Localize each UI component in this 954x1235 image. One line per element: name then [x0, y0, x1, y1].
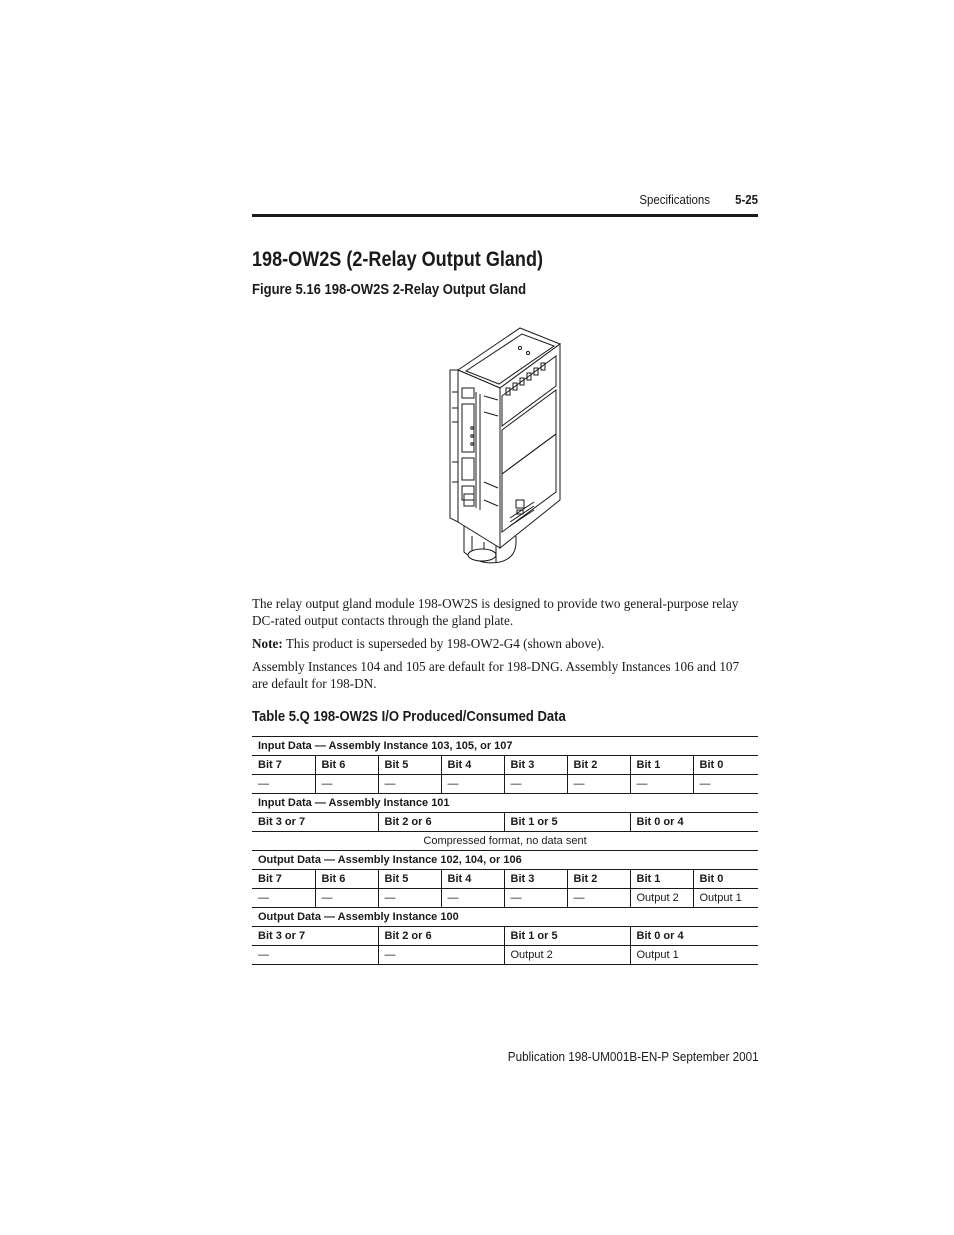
- running-header-section: Specifications: [639, 192, 710, 207]
- note-text: This product is superseded by 198-OW2-G4 (shown above).: [282, 636, 605, 651]
- input-section-1-label: Input Data — Assembly Instance 103, 105, or 107: [252, 737, 758, 756]
- table-header-cell: Bit 3: [504, 756, 567, 775]
- table-cell: —: [378, 889, 441, 908]
- section-title: 198-OW2S (2-Relay Output Gland): [252, 248, 544, 271]
- table-header-cell: Bit 4: [441, 870, 504, 889]
- table-header-cell: Bit 1: [630, 756, 693, 775]
- table-row: [252, 832, 758, 851]
- table-header-cell: Bit 4: [441, 756, 504, 775]
- table-cell: —: [315, 889, 378, 908]
- note-paragraph: [252, 635, 758, 652]
- table-header-cell: Bit 1: [630, 870, 693, 889]
- table-header-row: [252, 813, 758, 832]
- table-caption: Table 5.Q 198-OW2S I/O Produced/Consumed Data: [252, 709, 566, 725]
- table-cell: —: [441, 889, 504, 908]
- compressed-format-cell: Compressed format, no data sent: [252, 832, 758, 851]
- table-header-cell: Bit 1 or 5: [504, 927, 630, 946]
- table-cell: Output 2: [630, 889, 693, 908]
- table-header-cell: Bit 5: [378, 870, 441, 889]
- table-section-row: [252, 908, 758, 927]
- table-header-cell: Bit 2 or 6: [378, 927, 504, 946]
- output-section-1-label: Output Data — Assembly Instance 102, 104, or 106: [252, 851, 758, 870]
- table-header-row: [252, 870, 758, 889]
- table-header-cell: Bit 1 or 5: [504, 813, 630, 832]
- body-paragraph-1: The relay output gland module 198-OW2S is designed to provide two general-purpose relay DC-rated output contacts through the gland plate.: [252, 596, 739, 628]
- table-cell: —: [315, 775, 378, 794]
- io-data-table: [252, 736, 758, 965]
- table-header-cell: Bit 2: [567, 870, 630, 889]
- table-cell: —: [504, 889, 567, 908]
- table-header-cell: Bit 2: [567, 756, 630, 775]
- table-header-cell: Bit 3: [504, 870, 567, 889]
- table-cell: —: [378, 946, 504, 965]
- table-header-cell: Bit 6: [315, 870, 378, 889]
- table-cell: Output 1: [630, 946, 758, 965]
- table-cell: —: [441, 775, 504, 794]
- table-header-cell: Bit 7: [252, 870, 315, 889]
- table-row: [252, 946, 758, 965]
- table-section-row: [252, 851, 758, 870]
- page-number: 5-25: [735, 192, 758, 207]
- table-cell: —: [504, 775, 567, 794]
- output-section-2-label: Output Data — Assembly Instance 100: [252, 908, 758, 927]
- table-section-row: [252, 737, 758, 756]
- table-section-row: [252, 794, 758, 813]
- table-cell: —: [252, 775, 315, 794]
- table-header-cell: Bit 3 or 7: [252, 927, 378, 946]
- table-cell: —: [693, 775, 758, 794]
- table-header-cell: Bit 0 or 4: [630, 927, 758, 946]
- table-header-cell: Bit 0: [693, 756, 758, 775]
- figure-caption: Figure 5.16 198-OW2S 2-Relay Output Gland: [252, 282, 527, 298]
- header-rule: [252, 214, 758, 217]
- table-cell: —: [252, 946, 378, 965]
- table-header-cell: Bit 7: [252, 756, 315, 775]
- table-header-cell: Bit 6: [315, 756, 378, 775]
- table-header-cell: Bit 2 or 6: [378, 813, 504, 832]
- table-cell: Output 1: [693, 889, 758, 908]
- table-header-row: [252, 927, 758, 946]
- table-header-cell: Bit 3 or 7: [252, 813, 378, 832]
- relay-output-gland-illustration: [444, 322, 566, 568]
- table-cell: —: [567, 775, 630, 794]
- input-section-2-label: Input Data — Assembly Instance 101: [252, 794, 758, 813]
- table-header-cell: Bit 0: [693, 870, 758, 889]
- publication-footer: Publication 198-UM001B-EN-P September 2001: [507, 1049, 759, 1064]
- table-row: [252, 889, 758, 908]
- table-header-cell: Bit 5: [378, 756, 441, 775]
- table-row: [252, 775, 758, 794]
- table-cell: Output 2: [504, 946, 630, 965]
- note-label: Note:: [252, 636, 283, 651]
- table-header-row: [252, 756, 758, 775]
- table-cell: —: [378, 775, 441, 794]
- table-header-cell: Bit 0 or 4: [630, 813, 758, 832]
- table-cell: —: [630, 775, 693, 794]
- body-paragraph-3: Assembly Instances 104 and 105 are default for 198-DNG. Assembly Instances 106 and 107 are default for 198-DN.: [252, 659, 740, 691]
- table-cell: —: [567, 889, 630, 908]
- table-cell: —: [252, 889, 315, 908]
